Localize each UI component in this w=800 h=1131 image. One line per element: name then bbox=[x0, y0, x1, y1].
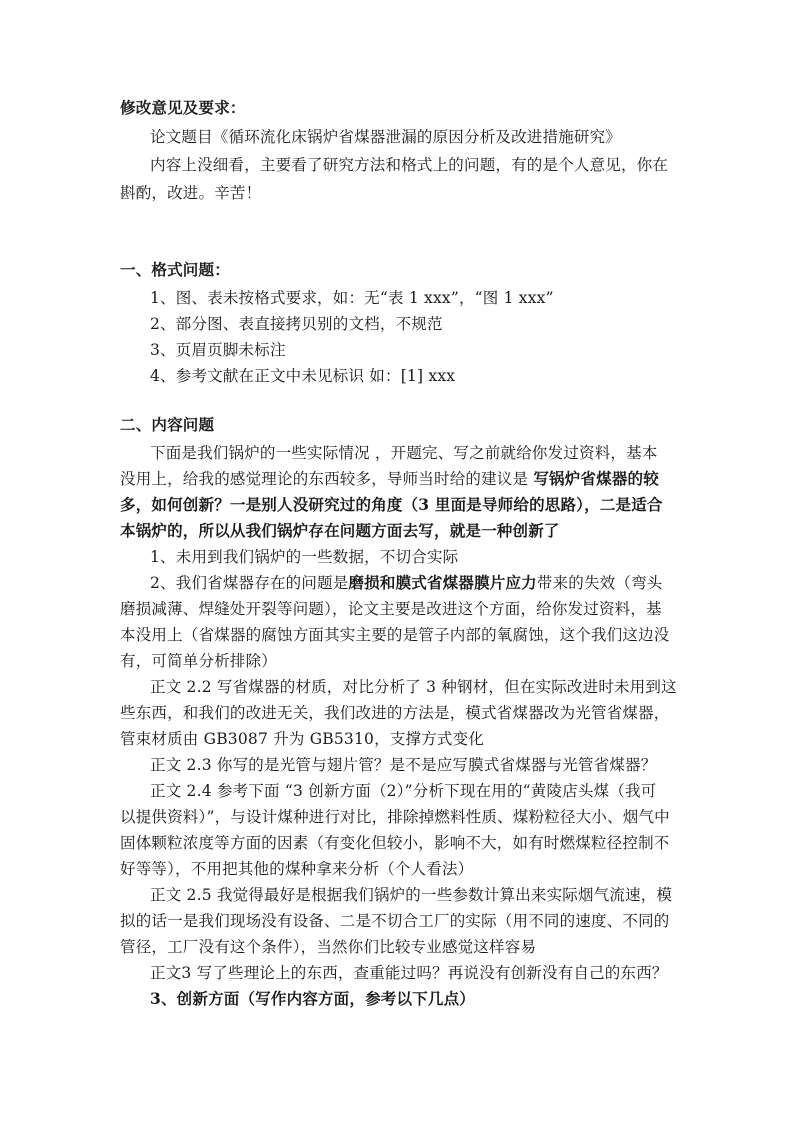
text-2-4-line: 固体颗粒浓度等方面的因素（有变化但较小，影响不大，如有时燃煤粒径控制不 bbox=[120, 834, 670, 852]
thesis-title: 论文题目《循环流化床锅炉省煤器泄漏的原因分析及改进措施研究》 bbox=[150, 128, 622, 146]
text-2-5-line: 正文 2.5 我觉得最好是根据我们锅炉的一些参数计算出来实际烟气流速，模 bbox=[150, 886, 673, 904]
section2-para-line: 多，如何创新？一是别人没研究过的角度（3 里面是导师给的思路），二是适合 bbox=[120, 495, 663, 514]
intro-note-line: 斟酌，改进。辛苦！ bbox=[120, 184, 262, 202]
section1-item: 1、图、表未按格式要求，如：无“表 1 xxx”，“图 1 xxx” bbox=[150, 289, 554, 307]
text-2-4-line: 正文 2.4 参考下面 “3 创新方面（2）”分析下现在用的“黄陵店头煤（我可 bbox=[150, 782, 657, 800]
item-text: 带来的失效（弯头 bbox=[536, 574, 663, 592]
text-2-5-line: 管径，工厂没有这个条件），当然你们比较专业感觉这样容易 bbox=[120, 938, 537, 956]
para-text: 没用上，给我的感觉理论的东西较多，导师当时给的建议是 bbox=[120, 470, 534, 488]
section1-item: 2、部分图、表直接拷贝别的文档，不规范 bbox=[150, 315, 443, 333]
text-2-3: 正文 2.3 你写的是光管与翅片管？是不是应写膜式省煤器与光管省煤器？ bbox=[150, 756, 657, 774]
text-2-2-line: 管束材质由 GB3087 升为 GB5310，支撑方式变化 bbox=[120, 730, 485, 748]
section1-item: 4、参考文献在正文中未见标识 如：[1] xxx bbox=[150, 367, 456, 385]
section1-item: 3、页眉页脚未标注 bbox=[150, 341, 286, 359]
section2-para-line: 本锅炉的，所以从我们锅炉存在问题方面去写，就是一种创新了 bbox=[120, 521, 560, 540]
section2-item: 1、未用到我们锅炉的一些数据，不切合实际 bbox=[150, 548, 459, 566]
intro-note-line: 内容上没细看，主要看了研究方法和格式上的问题，有的是个人意见，你在 bbox=[150, 156, 669, 174]
innovation-heading: 3、创新方面（写作内容方面，参考以下几点） bbox=[150, 989, 475, 1008]
text-2-2-line: 些东西，和我们的改进无关，我们改进的方法是，模式省煤器改为光管省煤器， bbox=[120, 704, 670, 722]
item-text: 2、我们省煤器存在的问题是 bbox=[150, 574, 349, 592]
section2-para-line: 下面是我们锅炉的一些实际情况 ，开题完、写之前就给你发过资料，基本 bbox=[150, 444, 658, 462]
section2-item-line: 磨损减薄、焊缝处开裂等问题），论文主要是改进这个方面，给你发过资料，基 bbox=[120, 600, 662, 618]
section2-item-line: 有，可简单分析排除） bbox=[120, 652, 278, 670]
section2-item-line: 本没用上（省煤器的腐蚀方面其实主要的是管子内部的氧腐蚀，这个我们这边没 bbox=[120, 626, 670, 644]
text-2-4-line: 好等等），不用把其他的煤种拿来分析（个人看法） bbox=[120, 860, 474, 878]
section2-para-line bbox=[120, 469, 690, 489]
para-emphasis: 写锅炉省煤器的较 bbox=[533, 469, 659, 488]
item-emphasis: 磨损和膜式省煤器膜片应力 bbox=[348, 573, 537, 592]
text-2-4-line: 以提供资料）”，与设计煤种进行对比，排除掉燃料性质、煤粉粒径大小、烟气中 bbox=[120, 808, 670, 826]
text-2-2-line: 正文 2.2 写省煤器的材质，对比分析了 3 种钢材，但在实际改进时未用到这 bbox=[150, 678, 677, 696]
section2-item bbox=[150, 573, 690, 593]
section1-heading: 一、格式问题： bbox=[120, 260, 230, 279]
section2-heading: 二、内容问题 bbox=[120, 415, 215, 434]
text-2-5-line: 拟的话一是我们现场没有设备、二是不切合工厂的实际（用不同的速度、不同的 bbox=[120, 912, 670, 930]
text-3: 正文3 写了些理论上的东西，查重能过吗？再说没有创新没有自己的东西？ bbox=[150, 964, 668, 982]
page-title: 修改意见及要求： bbox=[120, 98, 246, 117]
